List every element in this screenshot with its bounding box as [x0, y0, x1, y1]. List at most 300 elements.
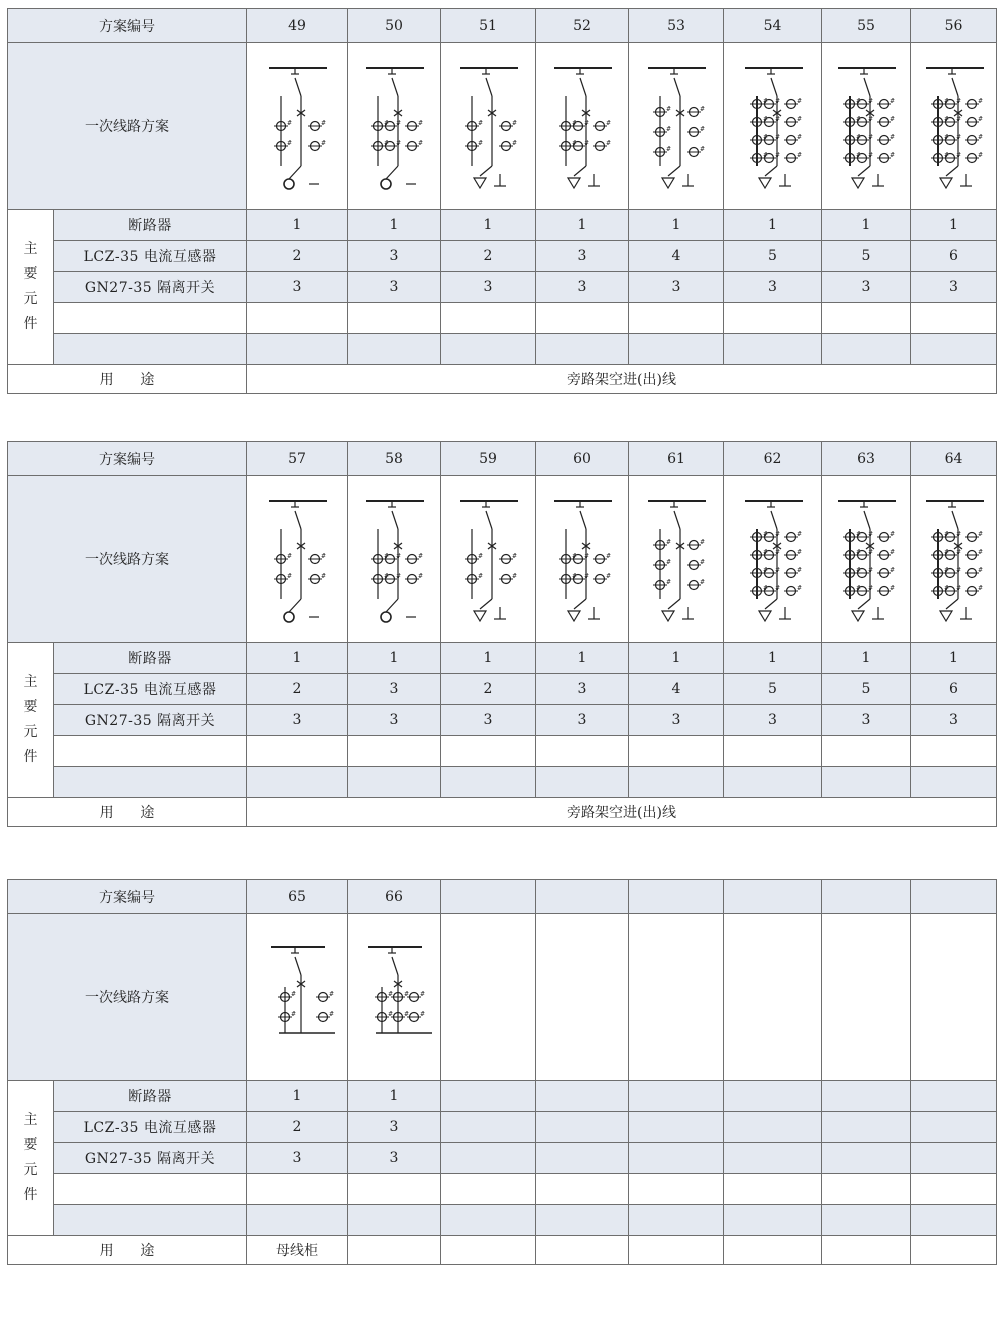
- usage-label: 用 途: [8, 365, 247, 394]
- circuit-diagram: [629, 43, 724, 210]
- svg-text:#: #: [890, 549, 896, 556]
- svg-text:#: #: [762, 585, 768, 592]
- single-line-diagram: [542, 56, 622, 196]
- svg-text:#: #: [762, 549, 768, 556]
- scheme-number: 56: [911, 9, 997, 43]
- svg-text:#: #: [955, 585, 961, 592]
- switch-count: 3: [822, 272, 911, 303]
- svg-text:#: #: [384, 120, 390, 127]
- svg-text:#: #: [977, 152, 983, 159]
- svg-text:#: #: [584, 120, 590, 127]
- empty-cell: [724, 1205, 822, 1236]
- empty-cell: [822, 1205, 911, 1236]
- svg-text:#: #: [796, 531, 802, 538]
- svg-text:#: #: [700, 126, 706, 133]
- svg-text:#: #: [396, 573, 402, 580]
- empty-cell: [911, 736, 997, 767]
- empty-cell: [348, 767, 441, 798]
- main-components-label: 主 要 元 件: [8, 643, 54, 798]
- svg-text:#: #: [321, 553, 327, 560]
- svg-text:#: #: [291, 1011, 297, 1018]
- empty-cell: [822, 1143, 911, 1174]
- svg-text:#: #: [856, 549, 862, 556]
- empty-cell: [724, 914, 822, 1081]
- ct-label: LCZ-35 电流互感器: [54, 241, 247, 272]
- svg-text:#: #: [666, 126, 672, 133]
- single-line-diagram: [542, 489, 622, 629]
- svg-text:#: #: [890, 531, 896, 538]
- svg-text:#: #: [977, 549, 983, 556]
- ct-count: 3: [348, 674, 441, 705]
- svg-text:#: #: [774, 549, 780, 556]
- svg-text:#: #: [572, 573, 578, 580]
- empty-cell: [629, 1112, 724, 1143]
- circuit-diagram: [441, 43, 536, 210]
- usage-value: 母线柜: [247, 1236, 348, 1265]
- svg-text:#: #: [700, 579, 706, 586]
- empty-cell: [629, 1236, 724, 1265]
- ct-count: 3: [536, 241, 629, 272]
- single-line-diagram: [826, 56, 906, 196]
- ct-count: 3: [348, 1112, 441, 1143]
- scheme-number: 59: [441, 442, 536, 476]
- empty-cell: [54, 303, 247, 334]
- svg-text:#: #: [418, 120, 424, 127]
- svg-text:#: #: [512, 573, 518, 580]
- scheme-number: 57: [247, 442, 348, 476]
- empty-cell: [822, 767, 911, 798]
- circuit-diagram: [441, 476, 536, 643]
- scheme-no-label: 方案编号: [8, 9, 247, 43]
- empty-cell: [911, 1112, 997, 1143]
- svg-text:#: #: [512, 553, 518, 560]
- svg-text:#: #: [321, 140, 327, 147]
- usage-label: 用 途: [8, 1236, 247, 1265]
- svg-text:#: #: [856, 585, 862, 592]
- svg-text:#: #: [774, 531, 780, 538]
- svg-text:#: #: [774, 98, 780, 105]
- usage-value: 旁路架空进(出)线: [247, 798, 997, 827]
- svg-text:#: #: [572, 120, 578, 127]
- switch-count: 3: [724, 705, 822, 736]
- empty-cell: [629, 1174, 724, 1205]
- empty-cell: [441, 1205, 536, 1236]
- empty-cell: [247, 1205, 348, 1236]
- breaker-count: 1: [629, 210, 724, 241]
- empty-cell: [911, 334, 997, 365]
- single-line-diagram: [914, 489, 994, 629]
- scheme-number: [724, 880, 822, 914]
- svg-text:#: #: [418, 573, 424, 580]
- empty-cell: [724, 303, 822, 334]
- ct-count: 2: [247, 1112, 348, 1143]
- svg-text:#: #: [868, 549, 874, 556]
- circuit-diagram: [536, 43, 629, 210]
- empty-cell: [247, 334, 348, 365]
- empty-cell: [441, 736, 536, 767]
- empty-cell: [822, 736, 911, 767]
- single-line-diagram: [636, 56, 716, 196]
- empty-cell: [822, 1174, 911, 1205]
- svg-text:#: #: [856, 567, 862, 574]
- svg-text:#: #: [291, 991, 297, 998]
- empty-cell: [629, 1081, 724, 1112]
- scheme-no-label: 方案编号: [8, 442, 247, 476]
- scheme-number: 53: [629, 9, 724, 43]
- svg-text:#: #: [287, 553, 293, 560]
- usage-value: 旁路架空进(出)线: [247, 365, 997, 394]
- breaker-count: 1: [348, 1081, 441, 1112]
- svg-text:#: #: [977, 567, 983, 574]
- svg-text:#: #: [955, 531, 961, 538]
- svg-text:#: #: [700, 106, 706, 113]
- svg-text:#: #: [762, 152, 768, 159]
- svg-text:#: #: [796, 585, 802, 592]
- breaker-count: 1: [822, 643, 911, 674]
- svg-text:#: #: [955, 152, 961, 159]
- empty-cell: [536, 914, 629, 1081]
- single-line-diagram: [733, 56, 813, 196]
- svg-text:#: #: [868, 116, 874, 123]
- ct-count: 4: [629, 241, 724, 272]
- empty-cell: [724, 1143, 822, 1174]
- svg-text:#: #: [396, 120, 402, 127]
- svg-text:#: #: [943, 531, 949, 538]
- ct-count: 2: [441, 241, 536, 272]
- empty-cell: [629, 767, 724, 798]
- ct-count: 6: [911, 241, 997, 272]
- svg-text:#: #: [584, 553, 590, 560]
- svg-text:#: #: [418, 140, 424, 147]
- circuit-diagram: [348, 476, 441, 643]
- empty-cell: [911, 767, 997, 798]
- svg-text:#: #: [868, 531, 874, 538]
- breaker-count: 1: [536, 643, 629, 674]
- empty-cell: [247, 1174, 348, 1205]
- switch-count: 3: [247, 272, 348, 303]
- svg-text:#: #: [943, 549, 949, 556]
- empty-cell: [911, 1081, 997, 1112]
- svg-text:#: #: [977, 585, 983, 592]
- empty-cell: [536, 1112, 629, 1143]
- svg-text:#: #: [606, 553, 612, 560]
- scheme-number: 66: [348, 880, 441, 914]
- empty-cell: [724, 1081, 822, 1112]
- scheme-table-1: [7, 8, 997, 394]
- empty-cell: [441, 914, 536, 1081]
- svg-text:#: #: [606, 120, 612, 127]
- empty-cell: [629, 334, 724, 365]
- svg-text:#: #: [384, 140, 390, 147]
- empty-cell: [536, 1174, 629, 1205]
- svg-text:#: #: [666, 559, 672, 566]
- svg-text:#: #: [796, 134, 802, 141]
- primary-circuit-label: 一次线路方案: [8, 43, 247, 210]
- empty-cell: [724, 1112, 822, 1143]
- svg-text:#: #: [796, 549, 802, 556]
- single-line-diagram: [354, 489, 434, 629]
- svg-text:#: #: [943, 585, 949, 592]
- empty-cell: [629, 1143, 724, 1174]
- svg-text:#: #: [700, 559, 706, 566]
- empty-cell: [911, 1174, 997, 1205]
- empty-cell: [724, 334, 822, 365]
- svg-text:#: #: [890, 567, 896, 574]
- svg-text:#: #: [512, 140, 518, 147]
- svg-text:#: #: [856, 116, 862, 123]
- breaker-count: 1: [724, 210, 822, 241]
- svg-text:#: #: [404, 1011, 410, 1018]
- primary-circuit-label: 一次线路方案: [8, 476, 247, 643]
- empty-cell: [348, 1174, 441, 1205]
- svg-text:#: #: [404, 991, 410, 998]
- empty-cell: [822, 334, 911, 365]
- ct-count: 6: [911, 674, 997, 705]
- svg-text:#: #: [762, 116, 768, 123]
- svg-text:#: #: [856, 134, 862, 141]
- svg-text:#: #: [943, 567, 949, 574]
- ct-count: 2: [441, 674, 536, 705]
- single-line-diagram: [914, 56, 994, 196]
- svg-text:#: #: [287, 140, 293, 147]
- svg-text:#: #: [868, 585, 874, 592]
- svg-text:#: #: [666, 539, 672, 546]
- ct-count: 5: [724, 241, 822, 272]
- svg-text:#: #: [774, 585, 780, 592]
- empty-cell: [822, 1112, 911, 1143]
- scheme-number: [911, 880, 997, 914]
- empty-cell: [536, 767, 629, 798]
- scheme-number: [629, 880, 724, 914]
- empty-cell: [54, 767, 247, 798]
- scheme-number: 64: [911, 442, 997, 476]
- scheme-number: 55: [822, 9, 911, 43]
- scheme-number: 58: [348, 442, 441, 476]
- empty-cell: [348, 303, 441, 334]
- svg-text:#: #: [977, 531, 983, 538]
- svg-text:#: #: [321, 120, 327, 127]
- breaker-count: 1: [724, 643, 822, 674]
- circuit-diagram: [911, 43, 997, 210]
- switch-count: 3: [536, 272, 629, 303]
- breaker-count: 1: [911, 210, 997, 241]
- switch-count: 3: [441, 272, 536, 303]
- scheme-number: 50: [348, 9, 441, 43]
- svg-text:#: #: [856, 152, 862, 159]
- svg-text:#: #: [977, 116, 983, 123]
- empty-cell: [911, 1236, 997, 1265]
- empty-cell: [724, 736, 822, 767]
- scheme-number: 51: [441, 9, 536, 43]
- svg-text:#: #: [478, 140, 484, 147]
- circuit-diagram: [724, 476, 822, 643]
- circuit-diagram: [911, 476, 997, 643]
- svg-text:#: #: [478, 120, 484, 127]
- empty-cell: [441, 1112, 536, 1143]
- empty-cell: [629, 914, 724, 1081]
- scheme-number: 65: [247, 880, 348, 914]
- svg-text:#: #: [796, 152, 802, 159]
- breaker-count: 1: [536, 210, 629, 241]
- svg-text:#: #: [388, 1011, 394, 1018]
- empty-cell: [441, 1081, 536, 1112]
- main-components-label: 主 要 元 件: [8, 210, 54, 365]
- empty-cell: [348, 1205, 441, 1236]
- breaker-count: 1: [247, 1081, 348, 1112]
- svg-text:#: #: [384, 573, 390, 580]
- svg-text:#: #: [774, 152, 780, 159]
- empty-cell: [911, 914, 997, 1081]
- svg-text:#: #: [666, 579, 672, 586]
- empty-cell: [441, 303, 536, 334]
- svg-text:#: #: [321, 573, 327, 580]
- svg-text:#: #: [287, 573, 293, 580]
- circuit-diagram: [247, 476, 348, 643]
- ct-count: 4: [629, 674, 724, 705]
- breaker-count: 1: [247, 210, 348, 241]
- svg-text:#: #: [796, 116, 802, 123]
- svg-text:#: #: [666, 146, 672, 153]
- single-line-diagram: [257, 489, 337, 629]
- breaker-count: 1: [247, 643, 348, 674]
- empty-cell: [441, 767, 536, 798]
- breaker-count: 1: [348, 210, 441, 241]
- empty-cell: [247, 303, 348, 334]
- switch-count: 3: [724, 272, 822, 303]
- scheme-number: [536, 880, 629, 914]
- empty-cell: [822, 1081, 911, 1112]
- svg-text:#: #: [955, 549, 961, 556]
- svg-text:#: #: [584, 573, 590, 580]
- svg-text:#: #: [955, 134, 961, 141]
- primary-circuit-label: 一次线路方案: [8, 914, 247, 1081]
- empty-cell: [536, 1236, 629, 1265]
- single-line-diagram: [733, 489, 813, 629]
- ct-count: 3: [536, 674, 629, 705]
- svg-text:#: #: [572, 553, 578, 560]
- scheme-table-3: [7, 879, 997, 1265]
- svg-text:#: #: [329, 991, 335, 998]
- switch-count: 3: [822, 705, 911, 736]
- svg-text:#: #: [329, 1011, 335, 1018]
- breaker-label: 断路器: [54, 643, 247, 674]
- svg-text:#: #: [943, 116, 949, 123]
- svg-text:#: #: [762, 567, 768, 574]
- svg-text:#: #: [977, 134, 983, 141]
- empty-cell: [629, 736, 724, 767]
- svg-text:#: #: [287, 120, 293, 127]
- empty-cell: [441, 1174, 536, 1205]
- circuit-diagram: [348, 914, 441, 1081]
- scheme-no-label: 方案编号: [8, 880, 247, 914]
- svg-text:#: #: [955, 567, 961, 574]
- svg-text:#: #: [606, 140, 612, 147]
- scheme-number: 61: [629, 442, 724, 476]
- svg-text:#: #: [762, 531, 768, 538]
- svg-text:#: #: [572, 140, 578, 147]
- single-line-diagram: [448, 489, 528, 629]
- empty-cell: [629, 303, 724, 334]
- scheme-number: 52: [536, 9, 629, 43]
- single-line-diagram: [354, 56, 434, 196]
- scheme-table-2: [7, 441, 997, 827]
- svg-text:#: #: [890, 116, 896, 123]
- circuit-diagram: [536, 476, 629, 643]
- switch-count: 3: [441, 705, 536, 736]
- switch-label: GN27-35 隔离开关: [54, 272, 247, 303]
- empty-cell: [348, 1236, 441, 1265]
- switch-count: 3: [536, 705, 629, 736]
- empty-cell: [724, 1236, 822, 1265]
- empty-cell: [441, 334, 536, 365]
- svg-text:#: #: [796, 98, 802, 105]
- circuit-diagram: [822, 476, 911, 643]
- switch-count: 3: [911, 705, 997, 736]
- switch-count: 3: [348, 1143, 441, 1174]
- breaker-label: 断路器: [54, 210, 247, 241]
- empty-cell: [536, 1143, 629, 1174]
- svg-text:#: #: [606, 573, 612, 580]
- empty-cell: [911, 303, 997, 334]
- circuit-diagram: [822, 43, 911, 210]
- switch-count: 3: [348, 272, 441, 303]
- ct-label: LCZ-35 电流互感器: [54, 674, 247, 705]
- svg-text:#: #: [774, 116, 780, 123]
- svg-text:#: #: [868, 134, 874, 141]
- switch-label: GN27-35 隔离开关: [54, 705, 247, 736]
- breaker-count: 1: [629, 643, 724, 674]
- svg-text:#: #: [868, 152, 874, 159]
- single-line-diagram: [354, 927, 434, 1067]
- ct-count: 5: [822, 674, 911, 705]
- svg-text:#: #: [512, 120, 518, 127]
- breaker-label: 断路器: [54, 1081, 247, 1112]
- svg-text:#: #: [943, 98, 949, 105]
- circuit-diagram: [724, 43, 822, 210]
- ct-count: 5: [822, 241, 911, 272]
- empty-cell: [911, 1143, 997, 1174]
- scheme-number: 49: [247, 9, 348, 43]
- empty-cell: [724, 1174, 822, 1205]
- breaker-count: 1: [441, 210, 536, 241]
- svg-text:#: #: [396, 140, 402, 147]
- empty-cell: [247, 736, 348, 767]
- scheme-number: [822, 880, 911, 914]
- svg-text:#: #: [384, 553, 390, 560]
- svg-text:#: #: [700, 539, 706, 546]
- svg-text:#: #: [890, 585, 896, 592]
- svg-text:#: #: [762, 98, 768, 105]
- empty-cell: [822, 1236, 911, 1265]
- empty-cell: [629, 1205, 724, 1236]
- breaker-count: 1: [348, 643, 441, 674]
- svg-text:#: #: [420, 1011, 426, 1018]
- empty-cell: [536, 736, 629, 767]
- svg-text:#: #: [856, 531, 862, 538]
- ct-count: 5: [724, 674, 822, 705]
- scheme-number: 54: [724, 9, 822, 43]
- single-line-diagram: [257, 56, 337, 196]
- empty-cell: [54, 1174, 247, 1205]
- svg-text:#: #: [856, 98, 862, 105]
- empty-cell: [54, 1205, 247, 1236]
- switch-count: 3: [348, 705, 441, 736]
- circuit-diagram: [247, 43, 348, 210]
- empty-cell: [536, 303, 629, 334]
- empty-cell: [822, 303, 911, 334]
- usage-label: 用 途: [8, 798, 247, 827]
- circuit-diagram: [348, 43, 441, 210]
